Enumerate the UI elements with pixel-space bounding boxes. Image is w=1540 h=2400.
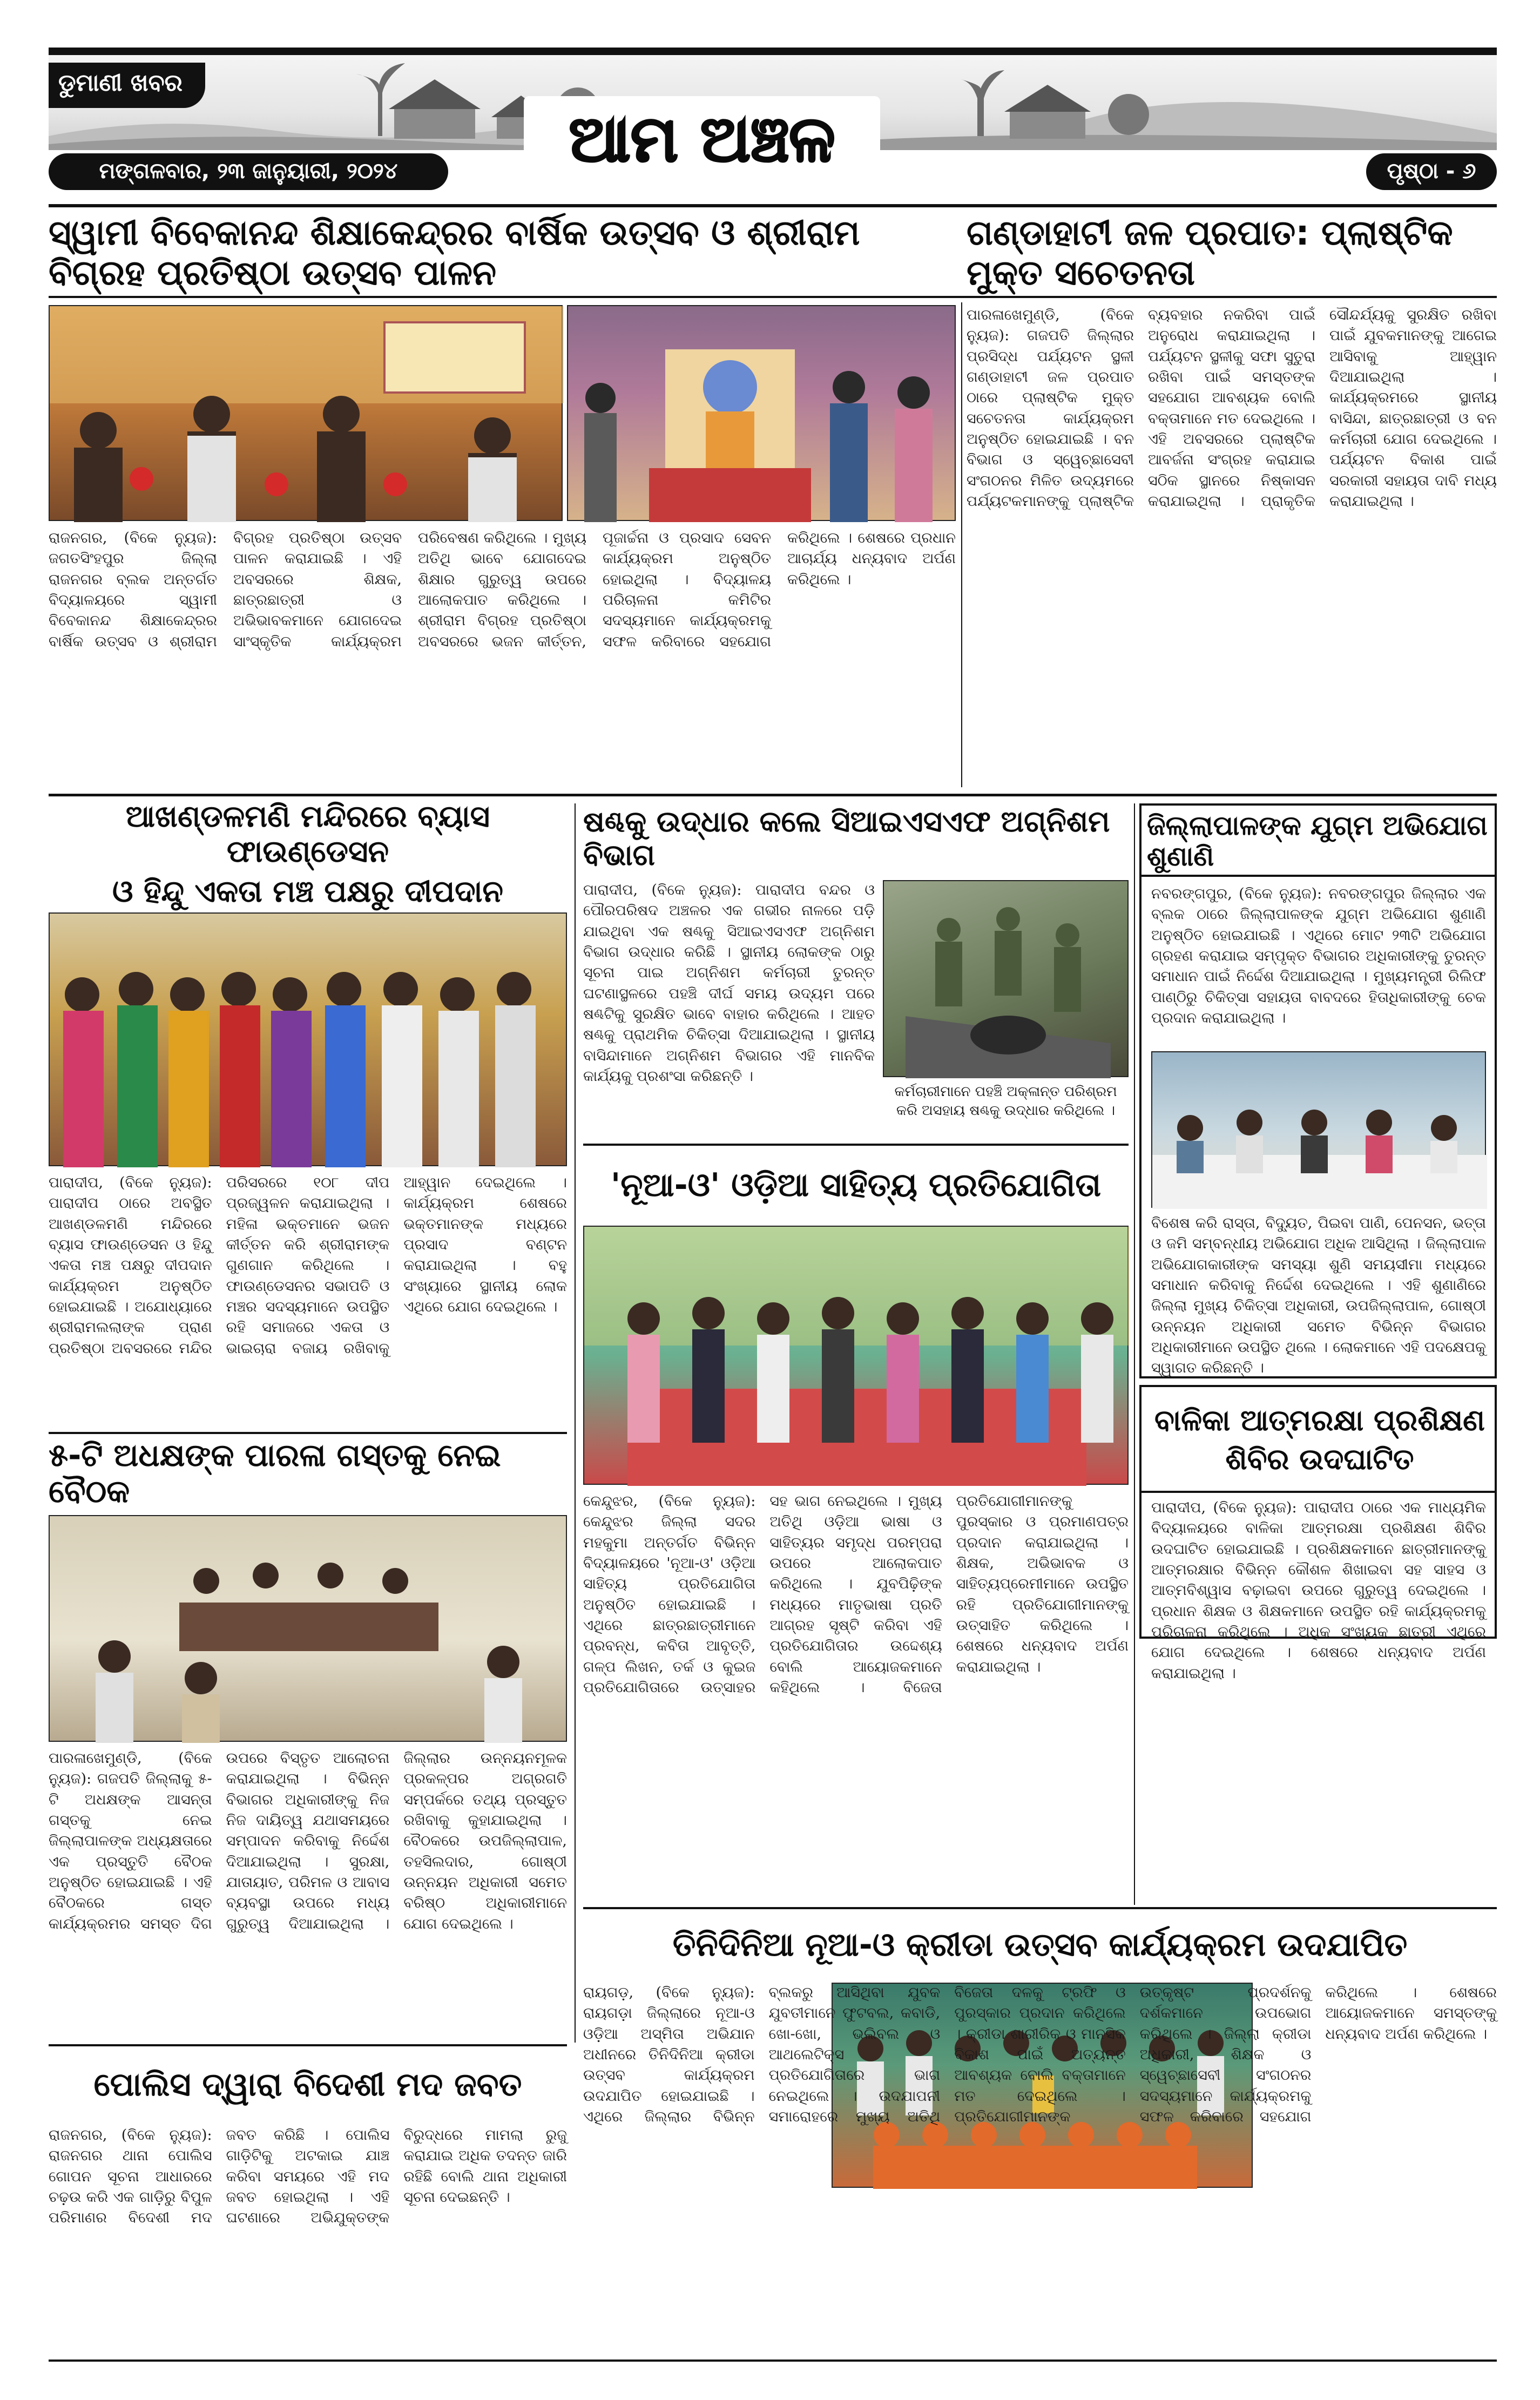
box-a7-inner-divider: [1142, 1491, 1495, 1493]
headline-nua-o-sports: ତିନିଦିନିଆ ନୂଆ-ଓ କ୍ରୀଡା ଉତ୍ସବ କାର୍ଯ୍ୟକ୍ରମ ଉଦଯାପିତ: [672, 1925, 1408, 1964]
photo-grievance-meeting: [1151, 1051, 1486, 1208]
box-a6-inner-divider: [1142, 875, 1495, 877]
article-liquor-seized-body: ରାଜନଗର, (ବିକେ ନ୍ୟୁଜ): ରାଜନଗର ଥାନା ପୋଲିସ ଗୋପନ ସୂଚନା ଆଧାରରେ ଚଢ଼ଉ କରି ଏକ ଗାଡ଼ିରୁ ବିପୁଳ ପରିମାଣର ବିଦେଶୀ ମଦ ଜବତ କରିଛି । ପୋଲିସ ଗାଡ଼ିଟିକୁ ଅଟକାଇ ଯାଞ୍ଚ କରିବା ସମୟରେ ଏହି ମଦ ଜବତ ହୋଇଥିଲା । ଏହି ଘଟଣାରେ ଅଭିଯୁକ୍ତଙ୍କ ବିରୁଦ୍ଧରେ ମାମଲା ରୁଜୁ କରାଯାଇ ଅଧିକ ତଦନ୍ତ ଜାରି ରହିଛି ବୋଲି ଥାନା ଅଧିକାରୀ ସୂଚନା ଦେଇଛନ୍ତି ।: [49, 2127, 567, 2227]
row1-divider: [49, 296, 1497, 298]
article-five-t-meeting-body: ପାରଳାଖେମୁଣ୍ଡି, (ବିକେ ନ୍ୟୁଜ): ଗଜପତି ଜିଲ୍ଲାକୁ ୫-ଟି ଅଧକ୍ଷଙ୍କ ଆସନ୍ତା ଗସ୍ତକୁ ନେଇ ଜିଲ୍ଲାପାଳଙ୍କ ଅଧ୍ୟକ୍ଷତାରେ ଏକ ପ୍ରସ୍ତୁତି ବୈଠକ ଅନୁଷ୍ଠିତ ହୋଇଯାଇଛି । ଏହି ବୈଠକରେ ଗସ୍ତ କାର୍ଯ୍ୟକ୍ରମର ସମସ୍ତ ଦିଗ ଉପରେ ବିସ୍ତୃତ ଆଲୋଚନା କରାଯାଇଥିଲା । ବିଭିନ୍ନ ବିଭାଗର ଅଧିକାରୀଙ୍କୁ ନିଜ ନିଜ ଦାୟିତ୍ୱ ଯଥାସମୟରେ ସମ୍ପାଦନ କରିବାକୁ ନିର୍ଦ୍ଦେଶ ଦିଆଯାଇଥିଲା । ସୁରକ୍ଷା, ଯାତାୟାତ, ପରିମଳ ଓ ଆବାସ ବ୍ୟବସ୍ଥା ଉପରେ ମଧ୍ୟ ଗୁରୁତ୍ୱ ଦିଆଯାଇଥିଲା । ଜିଲ୍ଲାର ଉନ୍ନୟନମୂଳକ ପ୍ରକଳ୍ପର ଅଗ୍ରଗତି ସମ୍ପର୍କରେ ତଥ୍ୟ ପ୍ରସ୍ତୁତ ରଖିବାକୁ କୁହାଯାଇଥିଲା । ବୈଠକରେ ଉପଜିଲ୍ଲାପାଳ, ତହସିଲଦାର, ଗୋଷ୍ଠୀ ଉନ୍ନୟନ ଅଧିକାରୀ ସମେତ ବରିଷ୍ଠ ଅଧିକାରୀମାନେ ଯୋଗ ଦେଇଥିଲେ ।: [49, 1750, 567, 1932]
article-nua-o-literature-body: କେନ୍ଦୁଝର, (ବିକେ ନ୍ୟୁଜ): କେନ୍ଦୁଝର ଜିଲ୍ଲା ସଦର ମହକୁମା ଅନ୍ତର୍ଗତ ବିଭିନ୍ନ ବିଦ୍ୟାଳୟରେ 'ନୂଆ-ଓ' ଓଡ଼ିଆ ସାହିତ୍ୟ ପ୍ରତିଯୋଗିତା ଅନୁଷ୍ଠିତ ହୋଇଯାଇଛି । ଏଥିରେ ଛାତ୍ରଛାତ୍ରୀମାନେ ପ୍ରବନ୍ଧ, କବିତା ଆବୃତ୍ତି, ଗଳ୍ପ ଲିଖନ, ତର୍କ ଓ କୁଇଜ ପ୍ରତିଯୋଗିତାରେ ଉତ୍ସାହର ସହ ଭାଗ ନେଇଥିଲେ । ମୁଖ୍ୟ ଅତିଥି ଓଡ଼ିଆ ଭାଷା ଓ ସାହିତ୍ୟର ସମୃଦ୍ଧ ପରମ୍ପରା ଉପରେ ଆଲୋକପାତ କରିଥିଲେ । ଯୁବପିଢ଼ିଙ୍କ ମଧ୍ୟରେ ମାତୃଭାଷା ପ୍ରତି ଆଗ୍ରହ ସୃଷ୍ଟି କରିବା ଏହି ପ୍ରତିଯୋଗିତାର ଉଦ୍ଦେଶ୍ୟ ବୋଲି ଆୟୋଜକମାନେ କହିଥିଲେ । ବିଜେତା ପ୍ରତିଯୋଗୀମାନଙ୍କୁ ପୁରସ୍କାର ଓ ପ୍ରମାଣପତ୍ର ପ୍ରଦାନ କରାଯାଇଥିଲା । ଶିକ୍ଷକ, ଅଭିଭାବକ ଓ ସାହିତ୍ୟପ୍ରେମୀମାନେ ଉପସ୍ଥିତ ରହି ପ୍ରତିଯୋଗୀମାନଙ୍କୁ ଉତ୍ସାହିତ କରିଥିଲେ । ଶେଷରେ ଧନ୍ୟବାଦ ଅର୍ପଣ କରାଯାଇଥିଲା ।: [583, 1493, 1129, 1696]
guests-on-stage-illustration: [584, 1227, 1130, 1486]
photo-caption-bull-rescue: କର୍ମଚାରୀମାନେ ପହଞ୍ଚି ଅକ୍ଳାନ୍ତ ପରିଶ୍ରମ କରି ଅସହାୟ ଷଣ୍ଢକୁ ଉଦ୍ଧାର କରିଥିଲେ ।: [894, 1084, 1117, 1119]
officials-at-table-illustration: [1152, 1052, 1487, 1209]
a4-a5-divider: [583, 1144, 1129, 1146]
photo-shri-ram-idol: [567, 305, 956, 521]
issue-date: ମଙ୍ଗଳବାର, ୨୩ ଜାନୁୟାରୀ, ୨୦୨୪: [99, 159, 398, 184]
article-akhandalamani-body: ପାରାଦୀପ, (ବିକେ ନ୍ୟୁଜ): ପାରାଦୀପ ଠାରେ ଅବସ୍ଥିତ ଆଖଣ୍ଡଳମଣି ମନ୍ଦିରରେ ବ୍ୟାସ ଫାଉଣ୍ଡେସନ ଓ ହିନ୍ଦୁ ଏକତା ମଞ୍ଚ ପକ୍ଷରୁ ଦୀପଦାନ କାର୍ଯ୍ୟକ୍ରମ ଅନୁଷ୍ଠିତ ହୋଇଯାଇଛି । ଅଯୋଧ୍ୟାରେ ଶ୍ରୀରାମଲଲାଙ୍କ ପ୍ରାଣ ପ୍ରତିଷ୍ଠା ଅବସରରେ ମନ୍ଦିର ପରିସରରେ ୧୦୮ ଦୀପ ପ୍ରଜ୍ୱଳନ କରାଯାଇଥିଲା । ମହିଳା ଭକ୍ତମାନେ ଭଜନ କୀର୍ତ୍ତନ କରି ଶ୍ରୀରାମଙ୍କ ଗୁଣଗାନ କରିଥିଲେ । ଫାଉଣ୍ଡେସନର ସଭାପତି ଓ ମଞ୍ଚର ସଦସ୍ୟମାନେ ଉପସ୍ଥିତ ରହି ସମାଜରେ ଏକତା ଓ ଭାଇଚାରା ବଜାୟ ରଖିବାକୁ ଆହ୍ୱାନ ଦେଇଥିଲେ । କାର୍ଯ୍ୟକ୍ରମ ଶେଷରେ ଭକ୍ତମାନଙ୍କ ମଧ୍ୟରେ ପ୍ରସାଦ ବଣ୍ଟନ କରାଯାଇଥିଲା । ବହୁ ସଂଖ୍ୟାରେ ସ୍ଥାନୀୟ ଲୋକ ଏଥିରେ ଯୋଗ ଦେଇଥିଲେ ।: [49, 1174, 567, 1357]
masthead: [49, 48, 1497, 204]
headline-nua-o-literature: 'ନୂଆ-ଓ' ଓଡ଼ିଆ ସାହିତ୍ୟ ପ୍ରତିଯୋଗିତା: [610, 1166, 1102, 1204]
headline-girls-self-defense: ବାଳିକା ଆତ୍ମରକ୍ଷା ପ୍ରଶିକ୍ଷଣ ଶିବିର ଉଦଘାଟିତ: [1154, 1403, 1485, 1476]
article-vivekananda-body: ରାଜନଗର, (ବିକେ ନ୍ୟୁଜ): ଜଗତସିଂହପୁର ଜିଲ୍ଲା ରାଜନଗର ବ୍ଲକ ଅନ୍ତର୍ଗତ ବିଦ୍ୟାଳୟରେ ସ୍ୱାମୀ ବିବେକାନନ୍ଦ ଶିକ୍ଷାକେନ୍ଦ୍ରର ବାର୍ଷିକ ଉତ୍ସବ ଓ ଶ୍ରୀରାମ ବିଗ୍ରହ ପ୍ରତିଷ୍ଠା ଉତ୍ସବ ପାଳନ କରାଯାଇଛି । ଏହି ଅବସରରେ ଶିକ୍ଷକ, ଛାତ୍ରଛାତ୍ରୀ ଓ ଅଭିଭାବକମାନେ ଯୋଗଦେଇ ସାଂସ୍କୃତିକ କାର୍ଯ୍ୟକ୍ରମ ପରିବେଷଣ କରିଥିଲେ । ମୁଖ୍ୟ ଅତିଥି ଭାବେ ଯୋଗଦେଇ ଶିକ୍ଷାର ଗୁରୁତ୍ୱ ଉପରେ ଆଲୋକପାତ କରିଥିଲେ । ଶ୍ରୀରାମ ବିଗ୍ରହ ପ୍ରତିଷ୍ଠା ଅବସରରେ ଭଜନ କୀର୍ତ୍ତନ, ପୂଜାର୍ଚ୍ଚନା ଓ ପ୍ରସାଦ ସେବନ କାର୍ଯ୍ୟକ୍ରମ ଅନୁଷ୍ଠିତ ହୋଇଥିଲା । ବିଦ୍ୟାଳୟ ପରିଚାଳନା କମିଟିର ସଦସ୍ୟମାନେ କାର୍ଯ୍ୟକ୍ରମକୁ ସଫଳ କରିବାରେ ସହଯୋଗ କରିଥିଲେ । ଶେଷରେ ପ୍ରଧାନ ଆଚାର୍ଯ୍ୟ ଧନ୍ୟବାଦ ଅର୍ପଣ କରିଥିଲେ ।: [49, 530, 956, 650]
photo-bull-rescue: [883, 880, 1129, 1077]
date-pill: [49, 153, 448, 190]
brand-tag: [49, 63, 205, 108]
photo-review-meeting: [49, 1515, 567, 1742]
a10-top-divider: [49, 2044, 567, 2046]
meeting-room-illustration: [50, 1516, 568, 1743]
section-title: ଆମ ଅଞ୍ଚଳ: [569, 102, 835, 176]
a9-top-divider: [583, 1907, 1497, 1909]
page-bottom-rule: [49, 2360, 1497, 2362]
column-rule-a5-a6: [1134, 803, 1135, 1905]
article-nua-o-sports-body: ରାୟଗଡ଼, (ବିକେ ନ୍ୟୁଜ): ରାୟଗଡ଼ା ଜିଲ୍ଲାରେ ନୂଆ-ଓ ଓଡ଼ିଆ ଅସ୍ମିତା ଅଭିଯାନ ଅଧୀନରେ ତିନିଦିନିଆ କ୍ରୀଡା ଉତ୍ସବ କାର୍ଯ୍ୟକ୍ରମ ଉଦଯାପିତ ହୋଇଯାଇଛି । ଏଥିରେ ଜିଲ୍ଲାର ବିଭିନ୍ନ ବ୍ଲକରୁ ଆସିଥିବା ଯୁବକ ଯୁବତୀମାନେ ଫୁଟବଲ, କବାଡି, ଖୋ-ଖୋ, ଭଲିବଲ ଓ ଆଥଲେଟିକ୍ସ ପ୍ରତିଯୋଗିତାରେ ଭାଗ ନେଇଥିଲେ । ଉଦଯାପନୀ ସମାରୋହରେ ମୁଖ୍ୟ ଅତିଥି ବିଜେତା ଦଳକୁ ଟ୍ରଫି ଓ ପୁରସ୍କାର ପ୍ରଦାନ କରିଥିଲେ । କ୍ରୀଡା ଶାରୀରିକ ଓ ମାନସିକ ବିକାଶ ପାଇଁ ଅତ୍ୟନ୍ତ ଆବଶ୍ୟକ ବୋଲି ବକ୍ତାମାନେ ମତ ଦେଇଥିଲେ । ପ୍ରତିଯୋଗୀମାନଙ୍କ ଉତ୍କୃଷ୍ଟ ପ୍ରଦର୍ଶନକୁ ଦର୍ଶକମାନେ ଉପଭୋଗ କରିଥିଲେ । ଜିଲ୍ଲା କ୍ରୀଡା ଅଧିକାରୀ, ଶିକ୍ଷକ ଓ ସ୍ୱେଚ୍ଛାସେବୀ ସଂଗଠନର ସଦସ୍ୟମାନେ କାର୍ଯ୍ୟକ୍ରମକୁ ସଫଳ କରିବାରେ ସହଯୋଗ କରିଥିଲେ । ଶେଷରେ ଆୟୋଜକମାନେ ସମସ୍ତଙ୍କୁ ଧନ୍ୟବାଦ ଅର୍ପଣ କରିଥିଲେ ।: [583, 1984, 1497, 2125]
column-rule-a1-a2: [961, 302, 962, 787]
row2-divider: [49, 794, 1497, 796]
article-gandahati-body: ପାରଳାଖେମୁଣ୍ଡି, (ବିକେ ନ୍ୟୁଜ): ଗଜପତି ଜିଲ୍ଲାର ପ୍ରସିଦ୍ଧ ପର୍ଯ୍ୟଟନ ସ୍ଥଳୀ ଗଣ୍ଡାହାଟୀ ଜଳ ପ୍ରପାତ ଠାରେ ପ୍ଲାଷ୍ଟିକ ମୁକ୍ତ ସଚେତନତା କାର୍ଯ୍ୟକ୍ରମ ଅନୁଷ୍ଠିତ ହୋଇଯାଇଛି । ବନ ବିଭାଗ ଓ ସ୍ୱେଚ୍ଛାସେବୀ ସଂଗଠନର ମିଳିତ ଉଦ୍ୟମରେ ପର୍ଯ୍ୟଟକମାନଙ୍କୁ ପ୍ଲାଷ୍ଟିକ ବ୍ୟବହାର ନକରିବା ପାଇଁ ଅନୁରୋଧ କରାଯାଇଥିଲା । ପର୍ଯ୍ୟଟନ ସ୍ଥଳୀକୁ ସଫା ସୁତୁରା ରଖିବା ପାଇଁ ସମସ୍ତଙ୍କ ସହଯୋଗ ଆବଶ୍ୟକ ବୋଲି ବକ୍ତାମାନେ ମତ ଦେଇଥିଲେ । ଏହି ଅବସରରେ ପ୍ଲାଷ୍ଟିକ ଆବର୍ଜନା ସଂଗ୍ରହ କରାଯାଇ ସଠିକ ସ୍ଥାନରେ ନିଷ୍କାସନ କରାଯାଇଥିଲା । ପ୍ରାକୃତିକ ସୌନ୍ଦର୍ଯ୍ୟକୁ ସୁରକ୍ଷିତ ରଖିବା ପାଇଁ ଯୁବକମାନଙ୍କୁ ଆଗେଇ ଆସିବାକୁ ଆହ୍ୱାନ ଦିଆଯାଇଥିଲା । କାର୍ଯ୍ୟକ୍ରମରେ ସ୍ଥାନୀୟ ବାସିନ୍ଦା, ଛାତ୍ରଛାତ୍ରୀ ଓ ବନ କର୍ମଚାରୀ ଯୋଗ ଦେଇଥିଲେ । ପର୍ଯ୍ୟଟନ ବିକାଶ ପାଇଁ ସରକାରୀ ସହାୟତା ଦାବି ମଧ୍ୟ କରାଯାଇଥିଲା ।: [967, 307, 1497, 510]
headline-liquor-seized: ପୋଲିସ ଦ୍ୱାରା ବିଦେଶୀ ମଦ ଜବତ: [93, 2065, 522, 2104]
headline-collector-grievance: ଜିଲ୍ଲାପାଳଙ୍କ ଯୁଗ୍ମ ଅଭିଯୋଗ ଶୁଣାଣି: [1147, 809, 1488, 872]
photo-deepadaan-women: [49, 912, 567, 1166]
photo-literature-prize-stage: [583, 1226, 1129, 1485]
rescue-workers-illustration: [884, 881, 1130, 1078]
masthead-divider: [49, 204, 1497, 207]
page-number: ପୃଷ୍ଠା - ୬: [1387, 159, 1476, 184]
article-collector-grievance-body: ନବରଙ୍ଗପୁର, (ବିକେ ନ୍ୟୁଜ): ନବରଙ୍ଗପୁର ଜିଲ୍ଲାର ଏକ ବ୍ଲକ ଠାରେ ଜିଲ୍ଲାପାଳଙ୍କ ଯୁଗ୍ମ ଅଭିଯୋଗ ଶୁଣାଣି ଅନୁଷ୍ଠିତ ହୋଇଯାଇଛି । ଏଥିରେ ମୋଟ ୨୩ଟି ଅଭିଯୋଗ ଗ୍ରହଣ କରାଯାଇ ସମ୍ପୃକ୍ତ ବିଭାଗର ଅଧିକାରୀଙ୍କୁ ତୁରନ୍ତ ସମାଧାନ ପାଇଁ ନିର୍ଦ୍ଦେଶ ଦିଆଯାଇଥିଲା । ମୁଖ୍ୟମନ୍ତ୍ରୀ ରିଲିଫ ପାଣ୍ଠିରୁ ଚିକିତ୍ସା ସହାୟତା ବାବଦରେ ହିତାଧିକାରୀଙ୍କୁ ଚେକ ପ୍ରଦାନ କରାଯାଇଥିଲା ।: [1151, 885, 1486, 1026]
stage-guests-illustration: [50, 306, 564, 522]
article-bull-rescue-body: ପାରାଦୀପ, (ବିକେ ନ୍ୟୁଜ): ପାରାଦୀପ ବନ୍ଦର ଓ ପୌରପରିଷଦ ଅଞ୍ଚଳର ଏକ ଗଭୀର ନାଳରେ ପଡ଼ି ଯାଇଥିବା ଏକ ଷଣ୍ଢକୁ ସିଆଇଏସଏଫ ଅଗ୍ନିଶମ ବିଭାଗ ଉଦ୍ଧାର କରିଛି । ସ୍ଥାନୀୟ ଲୋକଙ୍କ ଠାରୁ ସୂଚନା ପାଇ ଅଗ୍ନିଶମ କର୍ମଚାରୀ ତୁରନ୍ତ ଘଟଣାସ୍ଥଳରେ ପହଞ୍ଚି ଦୀର୍ଘ ସମୟ ଉଦ୍ୟମ ପରେ ଷଣ୍ଢଟିକୁ ସୁରକ୍ଷିତ ଭାବେ ବାହାର କରିଥିଲେ । ଆହତ ଷଣ୍ଢକୁ ପ୍ରାଥମିକ ଚିକିତ୍ସା ଦିଆଯାଇଥିଲା । ସ୍ଥାନୀୟ ବାସିନ୍ଦାମାନେ ଅଗ୍ନିଶମ ବିଭାଗର ଏହି ମାନବିକ କାର୍ଯ୍ୟକୁ ପ୍ରଶଂସା କରିଛନ୍ତି ।: [583, 882, 875, 1085]
column-rule-a3-a4: [575, 803, 576, 2043]
headline-gandahati: ଗଣ୍ଡାହାଟୀ ଜଳ ପ୍ରପାତ: ପ୍ଲାଷ୍ଟିକ ମୁକ୍ତ ସଚେତନତା: [967, 213, 1453, 293]
box-girls-self-defense: [1139, 1385, 1497, 1682]
box-collector-grievance: [1139, 803, 1497, 1378]
women-group-illustration: [50, 914, 568, 1167]
a3-a8-divider: [49, 1432, 567, 1434]
photo-school-function-stage: [49, 305, 563, 521]
headline-five-t-meeting: ୫-ଟି ଅଧକ୍ଷଙ୍କ ପାରଳା ଗସ୍ତକୁ ନେଇ ବୈଠକ: [49, 1437, 501, 1510]
section-title-plate: [524, 96, 880, 193]
headline-bull-rescue: ଷଣ୍ଢକୁ ଉଦ୍ଧାର କଲେ ସିଆଇଏସଏଫ ଅଗ୍ନିଶମ ବିଭାଗ: [583, 804, 1110, 872]
article-girls-self-defense-body: ପାରାଦୀପ, (ବିକେ ନ୍ୟୁଜ): ପାରାଦୀପ ଠାରେ ଏକ ମାଧ୍ୟମିକ ବିଦ୍ୟାଳୟରେ ବାଳିକା ଆତ୍ମରକ୍ଷା ପ୍ରଶିକ୍ଷଣ ଶିବିର ଉଦଘାଟିତ ହୋଇଯାଇଛି । ପ୍ରଶିକ୍ଷକମାନେ ଛାତ୍ରୀମାନଙ୍କୁ ଆତ୍ମରକ୍ଷାର ବିଭିନ୍ନ କୌଶଳ ଶିଖାଇବା ସହ ସାହସ ଓ ଆତ୍ମବିଶ୍ୱାସ ବଢ଼ାଇବା ଉପରେ ଗୁରୁତ୍ୱ ଦେଇଥିଲେ । ପ୍ରଧାନ ଶିକ୍ଷକ ଓ ଶିକ୍ଷକମାନେ ଉପସ୍ଥିତ ରହି କାର୍ଯ୍ୟକ୍ରମକୁ ପରିଚାଳନା କରିଥିଲେ । ଅଧିକ ସଂଖ୍ୟକ ଛାତ୍ରୀ ଏଥିରେ ଯୋଗ ଦେଇଥିଲେ । ଶେଷରେ ଧନ୍ୟବାଦ ଅର୍ପଣ କରାଯାଇଥିଲା ।: [1151, 1499, 1486, 1682]
brand-name: ଡୁମାଣୀ ଖବର: [58, 69, 183, 97]
article-collector-grievance-body-cont: ବିଶେଷ କରି ରାସ୍ତା, ବିଦ୍ୟୁତ, ପିଇବା ପାଣି, ପେନସନ, ଭତ୍ତା ଓ ଜମି ସମ୍ବନ୍ଧୀୟ ଅଭିଯୋଗ ଅଧିକ ଆସିଥିଲା । ଜିଲ୍ଲାପାଳ ଅଭିଯୋଗକାରୀଙ୍କ ସମସ୍ୟା ଶୁଣି ସମୟସୀମା ମଧ୍ୟରେ ସମାଧାନ କରିବାକୁ ନିର୍ଦ୍ଦେଶ ଦେଇଥିଲେ । ଏହି ଶୁଣାଣିରେ ଜିଲ୍ଲା ମୁଖ୍ୟ ଚିକିତ୍ସା ଅଧିକାରୀ, ଉପଜିଲ୍ଲାପାଳ, ଗୋଷ୍ଠୀ ଉନ୍ନୟନ ଅଧିକାରୀ ସମେତ ବିଭିନ୍ନ ବିଭାଗର ଅଧିକାରୀମାନେ ଉପସ୍ଥିତ ଥିଲେ । ଲୋକମାନେ ଏହି ପଦକ୍ଷେପକୁ ସ୍ୱାଗତ କରିଛନ୍ତି ।: [1151, 1215, 1486, 1377]
headline-vivekananda: ସ୍ୱାମୀ ବିବେକାନନ୍ଦ ଶିକ୍ଷାକେନ୍ଦ୍ରର ବାର୍ଷିକ ଉତ୍ସବ ଓ ଶ୍ରୀରାମ ବିଗ୍ରହ ପ୍ରତିଷ୍ଠା ଉତ୍ସବ ପାଳନ: [49, 213, 860, 293]
headline-akhandalamani: ଆଖଣ୍ଡଳମଣି ମନ୍ଦିରରେ ବ୍ୟାସ ଫାଉଣ୍ଡେସନ ଓ ହିନ୍ଦୁ ଏକତା ମଞ୍ଚ ପକ୍ଷରୁ ଦୀପଦାନ: [112, 799, 503, 910]
idol-puja-illustration: [568, 306, 957, 522]
page-number-pill: [1366, 153, 1497, 190]
